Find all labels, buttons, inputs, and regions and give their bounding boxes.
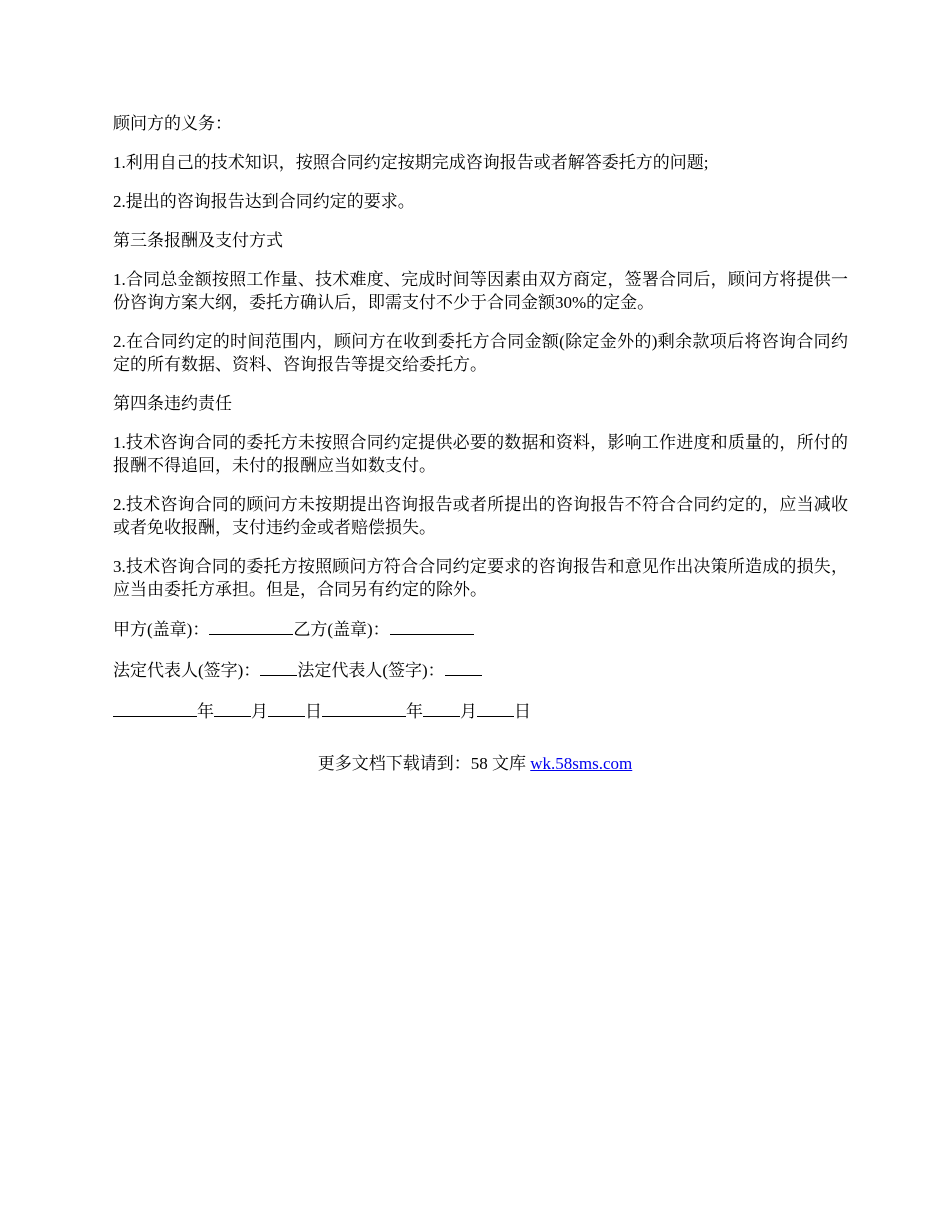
date-b-year-label: 年 (406, 702, 423, 721)
legal-rep-a-label: 法定代表人(签字)： (113, 661, 261, 680)
party-seal-line (113, 617, 848, 641)
party-a-label: 甲方(盖章)： (113, 620, 210, 639)
document-body (113, 112, 848, 740)
article4-item-1: 1.技术咨询合同的委托方未按照合同约定提供必要的数据和资料，影响工作进度和质量的，所付的报酬不得追回，未付的报酬应当如数支付。 (113, 433, 848, 475)
date-a-month-label: 月 (251, 702, 268, 721)
date-a-year-blank (113, 699, 197, 717)
date-b-month-blank (423, 699, 460, 717)
legal-rep-a-blank (260, 658, 297, 676)
article3-item-1: 1.合同总金额按照工作量、技术难度、完成时间等因素由双方商定，签署合同后，顾问方将提供一份咨询方案大纲，委托方确认后，即需支付不少于合同金额30%的定金。 (113, 270, 848, 312)
date-a-year-label: 年 (197, 702, 214, 721)
date-a-day-label: 日 (305, 702, 322, 721)
date-a-day-blank (268, 699, 305, 717)
legal-rep-b-blank (445, 658, 482, 676)
consultant-duty-1: 1.利用自己的技术知识，按照合同约定按期完成咨询报告或者解答委托方的问题; (113, 153, 709, 172)
date-line (113, 699, 848, 723)
article4-item-3: 3.技术咨询合同的委托方按照顾问方符合合同约定要求的咨询报告和意见作出决策所造成的损失，应当由委托方承担。但是，合同另有约定的除外。 (113, 557, 848, 599)
article4-item-2: 2.技术咨询合同的顾问方未按期提出咨询报告或者所提出的咨询报告不符合合同约定的，应当减收或者免收报酬，支付违约金或者赔偿损失。 (113, 495, 848, 537)
article3-item-2: 2.在合同约定的时间范围内，顾问方在收到委托方合同金额(除定金外的)剩余款项后将咨询合同约定的所有数据、资料、咨询报告等提交给委托方。 (113, 332, 848, 374)
date-b-day-label: 日 (514, 702, 531, 721)
party-a-seal-blank (209, 617, 293, 635)
consultant-duty-2: 2.提出的咨询报告达到合同约定的要求。 (113, 192, 415, 211)
legal-rep-line (113, 658, 848, 682)
article4-heading: 第四条违约责任 (113, 394, 232, 413)
legal-rep-b-label: 法定代表人(签字)： (297, 661, 445, 680)
footer-link[interactable]: wk.58sms.com (530, 754, 633, 773)
consultant-duties-heading: 顾问方的义务： (113, 114, 232, 133)
footer-prefix: 更多文档下载请到：58 文库 (317, 754, 531, 773)
download-footer (0, 752, 950, 775)
party-b-label: 乙方(盖章)： (293, 620, 390, 639)
date-a-month-blank (214, 699, 251, 717)
date-b-month-label: 月 (460, 702, 477, 721)
date-b-year-blank (322, 699, 406, 717)
date-b-day-blank (477, 699, 514, 717)
party-b-seal-blank (390, 617, 474, 635)
article3-heading: 第三条报酬及支付方式 (113, 231, 283, 250)
